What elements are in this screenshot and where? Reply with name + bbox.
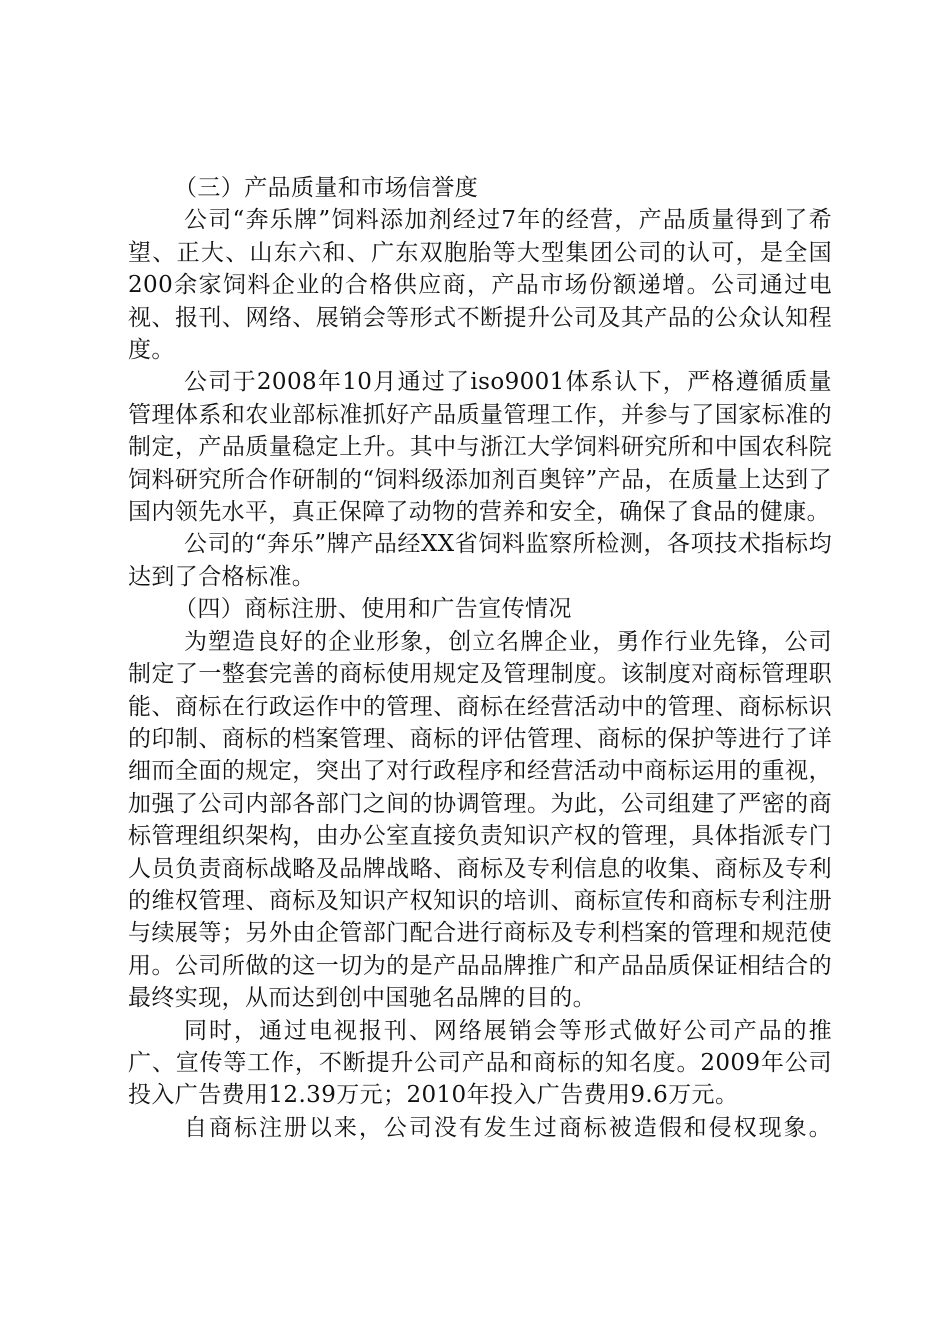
section-heading-4: （四）商标注册、使用和广告宣传情况	[174, 596, 572, 623]
paragraph-advertising-spend: 同时，通过电视报刊、网络展销会等形式做好公司产品的推广、宣传等工作，不断提升公司产品和商标的知名度。2009年公司投入广告费用12.39万元；2010年投入广告费用9.6万元。	[128, 1017, 832, 1109]
paragraph-trademark-management: 为塑造良好的企业形象，创立名牌企业，勇作行业先锋，公司制定了一整套完善的商标使用规定及管理制度。该制度对商标管理职能、商标在行政运作中的管理、商标在经营活动中的管理、商标标识的印制、商标的档案管理、商标的评估管理、商标的保护等进行了详细而全面的规定，突出了对行政程序和经营活动中商标运用的重视，加强了公司内部各部门之间的协调管理。为此，公司组建了严密的商标管理组织架构，由办公室直接负责知识产权的管理，具体指派专门人员负责商标战略及品牌战略、商标及专利信息的收集、商标及专利的维权管理、商标及知识产权知识的培训、商标宣传和商标专利注册与续展等；另外由企管部门配合进行商标及专利档案的管理和规范使用。公司所做的这一切为的是产品品牌推广和产品品质保证相结合的最终实现，从而达到创中国驰名品牌的目的。	[128, 628, 832, 1012]
paragraph-quality-reputation: 公司“奔乐牌”饲料添加剂经过7年的经营，产品质量得到了希望、正大、山东六和、广东双胞胎等大型集团公司的认可，是全国200余家饲料企业的合格供应商，产品市场份额递增。公司通过电视、报刊、网络、展销会等形式不断提升公司及其产品的公众认知程度。	[128, 207, 832, 364]
document-body	[128, 172, 832, 1144]
paragraph-inspection-result: 公司的“奔乐”牌产品经XX省饲料监察所检测，各项技术指标均达到了合格标准。	[128, 531, 832, 590]
paragraph-iso-certification: 公司于2008年10月通过了iso9001体系认下，严格遵循质量管理体系和农业部标准抓好产品质量管理工作，并参与了国家标准的制定，产品质量稳定上升。其中与浙江大学饲料研究所和中国农科院饲料研究所合作研制的“饲料级添加剂百奥锌”产品，在质量上达到了国内领先水平，真正保障了动物的营养和安全，确保了食品的健康。	[128, 369, 832, 526]
section-heading-3: （三）产品质量和市场信誉度	[174, 175, 479, 201]
paragraph-no-infringement: 自商标注册以来，公司没有发生过商标被造假和侵权现象。	[184, 1114, 832, 1141]
